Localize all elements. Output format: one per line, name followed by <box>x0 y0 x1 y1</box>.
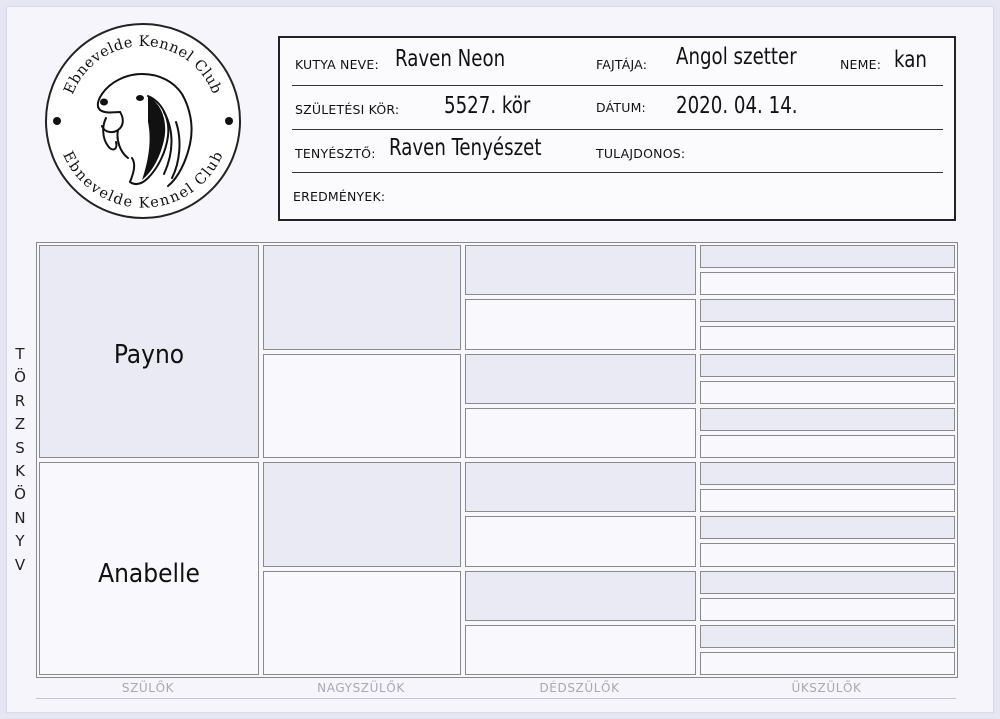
vertical-title-letter: V <box>14 555 26 574</box>
great-great-grandparent-cell <box>700 326 955 349</box>
vertical-title-letter: S <box>15 438 25 457</box>
great-great-grandparent-cell <box>700 598 955 621</box>
great-great-grandparent-cell <box>700 625 955 648</box>
great-grandparent-cell <box>465 354 696 404</box>
breed-value: Angol szetter <box>676 44 797 70</box>
parent-cell-name: Anabelle <box>98 559 200 589</box>
great-great-grandparent-cell <box>700 354 955 377</box>
column-label-great-great-grandparents: ÜKSZÜLŐK <box>791 681 862 695</box>
great-grandparent-cell <box>465 571 696 621</box>
parent-cell <box>39 462 259 675</box>
great-great-grandparent-cell <box>700 652 955 675</box>
dog-name-label: KUTYA NEVE: <box>295 57 379 72</box>
pedigree-grid <box>36 242 958 678</box>
great-great-grandparent-cell <box>700 245 955 268</box>
svg-text:Ebnevelde Kennel Club: Ebnevelde Kennel Club <box>61 33 225 97</box>
parent-cell-name: Payno <box>113 340 185 370</box>
info-divider <box>292 129 943 130</box>
great-great-grandparent-cell <box>700 408 955 431</box>
great-great-grandparent-cell <box>700 435 955 458</box>
grandparent-cell <box>263 462 461 567</box>
column-label-grandparents: NAGYSZÜLŐK <box>317 681 405 695</box>
litter-value: 5527. kör <box>444 93 531 119</box>
vertical-title-letter: Z <box>14 415 26 434</box>
date-label: DÁTUM: <box>596 100 646 115</box>
vertical-title-letter: Ö <box>14 485 26 504</box>
vertical-title-letter: Ö <box>14 368 26 387</box>
column-label-great-grandparents: DÉDSZÜLŐK <box>539 681 620 695</box>
footer-divider <box>36 698 956 699</box>
great-great-grandparent-cell <box>700 272 955 295</box>
parent-cell <box>39 245 259 458</box>
great-great-grandparent-cell <box>700 516 955 539</box>
grandparent-cell <box>263 354 461 459</box>
date-value: 2020. 04. 14. <box>676 93 798 119</box>
great-great-grandparent-cell <box>700 543 955 566</box>
great-great-grandparent-cell <box>700 489 955 512</box>
breeder-label: TENYÉSZTŐ: <box>295 146 376 161</box>
kennel-club-logo <box>44 22 242 220</box>
results-label: EREDMÉNYEK: <box>293 189 386 204</box>
great-grandparent-cell <box>465 299 696 349</box>
owner-label: TULAJDONOS: <box>596 146 686 161</box>
dog-info-box <box>278 36 956 221</box>
vertical-title-letter: K <box>15 462 25 481</box>
vertical-title-letter: N <box>14 508 26 527</box>
grandparent-cell <box>263 245 461 350</box>
grandparent-cell <box>263 571 461 676</box>
great-great-grandparent-cell <box>700 299 955 322</box>
vertical-title-letter: T <box>15 345 25 363</box>
dog-name-value: Raven Neon <box>395 46 506 72</box>
column-label-parents: SZÜLŐK <box>121 681 175 695</box>
info-divider <box>292 85 943 86</box>
great-grandparent-cell <box>465 516 696 566</box>
vertical-title-letter: Y <box>15 532 25 551</box>
great-grandparent-cell <box>465 408 696 458</box>
great-great-grandparent-cell <box>700 381 955 404</box>
great-great-grandparent-cell <box>700 462 955 485</box>
great-grandparent-cell <box>465 245 696 295</box>
great-grandparent-cell <box>465 625 696 675</box>
breed-label: FAJTÁJA: <box>596 57 648 72</box>
vertical-title-letter: R <box>14 391 26 410</box>
sex-label: NEME: <box>840 57 882 72</box>
info-divider <box>292 172 943 173</box>
great-grandparent-cell <box>465 462 696 512</box>
svg-text:Ebnevelde Kennel Club: Ebnevelde Kennel Club <box>59 148 227 212</box>
breeder-value: Raven Tenyészet <box>389 135 542 161</box>
sex-value: kan <box>894 47 927 73</box>
great-great-grandparent-cell <box>700 571 955 594</box>
vertical-title <box>10 343 30 577</box>
litter-label: SZÜLETÉSI KÖR: <box>295 102 400 117</box>
